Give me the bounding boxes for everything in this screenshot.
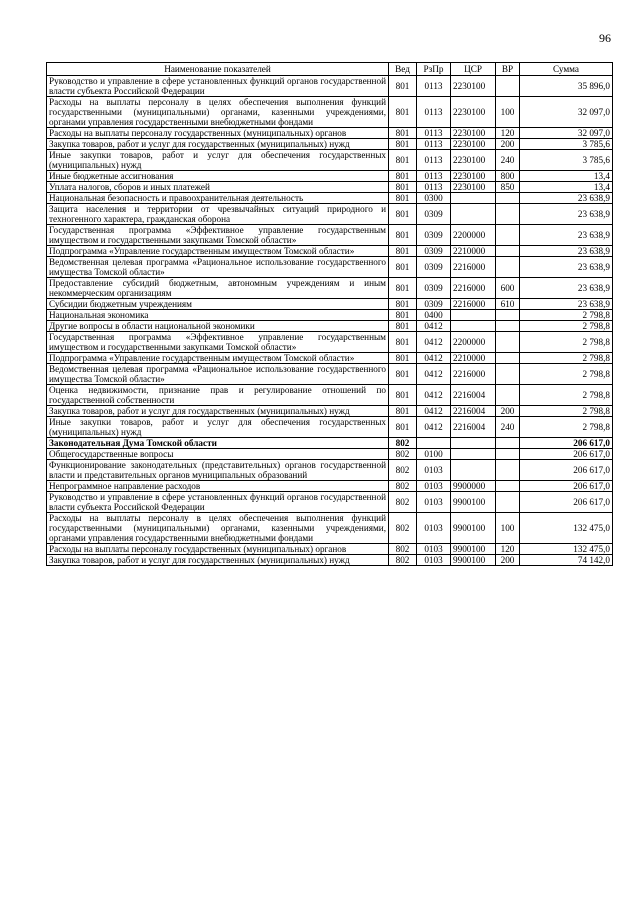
cell-csr: 9900100	[451, 492, 496, 513]
cell-ved: 802	[389, 449, 417, 460]
cell-vr: 200	[496, 555, 520, 566]
table-row	[47, 150, 613, 171]
cell-name: Уплата налогов, сборов и иных платежей	[47, 182, 389, 193]
cell-vr: 200	[496, 139, 520, 150]
cell-csr: 9900000	[451, 481, 496, 492]
cell-vr	[496, 353, 520, 364]
cell-name: Иные закупки товаров, работ и услуг для обеспечения государственных (муниципальных) нужд	[47, 417, 389, 438]
cell-rzpr: 0113	[417, 171, 451, 182]
cell-vr: 200	[496, 406, 520, 417]
cell-name: Расходы на выплаты персоналу государственных (муниципальных) органов	[47, 128, 389, 139]
cell-vr	[496, 332, 520, 353]
table-row	[47, 406, 613, 417]
cell-ved: 801	[389, 139, 417, 150]
cell-sum: 206 617,0	[520, 438, 613, 449]
cell-sum: 32 097,0	[520, 97, 613, 128]
header-vr: ВР	[496, 63, 520, 76]
cell-name: Государственная программа «Эффективное управление государственным имуществом и государственными закупками Томской области»	[47, 225, 389, 246]
cell-sum: 74 142,0	[520, 555, 613, 566]
cell-csr: 2200000	[451, 225, 496, 246]
cell-vr: 800	[496, 171, 520, 182]
cell-csr: 2210000	[451, 246, 496, 257]
cell-rzpr: 0412	[417, 321, 451, 332]
cell-ved: 801	[389, 364, 417, 385]
cell-name: Общегосударственные вопросы	[47, 449, 389, 460]
table-row	[47, 449, 613, 460]
cell-sum: 3 785,6	[520, 150, 613, 171]
table-row	[47, 182, 613, 193]
cell-name: Субсидии бюджетным учреждениям	[47, 299, 389, 310]
cell-rzpr: 0113	[417, 150, 451, 171]
cell-vr	[496, 193, 520, 204]
cell-name: Ведомственная целевая программа «Рациональное использование государственного имущества Томской области»	[47, 364, 389, 385]
cell-csr: 2230100	[451, 76, 496, 97]
cell-sum: 23 638,9	[520, 204, 613, 225]
table-row	[47, 225, 613, 246]
cell-csr: 2210000	[451, 353, 496, 364]
cell-sum: 2 798,8	[520, 406, 613, 417]
cell-name: Предоставление субсидий бюджетным, автономным учреждениям и иным некоммерческим организациям	[47, 278, 389, 299]
table-row	[47, 128, 613, 139]
cell-vr	[496, 225, 520, 246]
cell-name: Расходы на выплаты персоналу в целях обеспечения выполнения функций государственными (муниципальными) органами, казенными учреждениями, органами управления государственными внебюджетными фондами	[47, 513, 389, 544]
cell-vr: 600	[496, 278, 520, 299]
cell-vr: 850	[496, 182, 520, 193]
cell-ved: 801	[389, 299, 417, 310]
table-row	[47, 513, 613, 544]
cell-ved: 801	[389, 278, 417, 299]
cell-name: Законодательная Дума Томской области	[47, 438, 389, 449]
cell-rzpr: 0113	[417, 128, 451, 139]
cell-ved: 801	[389, 182, 417, 193]
cell-rzpr: 0103	[417, 544, 451, 555]
cell-name: Функционирование законодательных (представительных) органов государственной власти и представительных органов муниципальных образований	[47, 460, 389, 481]
cell-name: Подпрограмма «Управление государственным имуществом Томской области»	[47, 246, 389, 257]
cell-vr: 120	[496, 544, 520, 555]
cell-csr	[451, 449, 496, 460]
cell-rzpr: 0412	[417, 353, 451, 364]
cell-ved: 801	[389, 225, 417, 246]
table-row	[47, 76, 613, 97]
cell-ved: 801	[389, 150, 417, 171]
cell-rzpr: 0309	[417, 278, 451, 299]
cell-ved: 802	[389, 438, 417, 449]
cell-rzpr: 0309	[417, 246, 451, 257]
cell-rzpr: 0113	[417, 139, 451, 150]
table-row	[47, 257, 613, 278]
table-row	[47, 321, 613, 332]
table-row	[47, 353, 613, 364]
cell-ved: 801	[389, 97, 417, 128]
cell-name: Закупка товаров, работ и услуг для государственных (муниципальных) нужд	[47, 555, 389, 566]
cell-sum: 2 798,8	[520, 417, 613, 438]
header-ved: Вед	[389, 63, 417, 76]
cell-rzpr: 0309	[417, 299, 451, 310]
table-row	[47, 246, 613, 257]
header-name: Наименование показателей	[47, 63, 389, 76]
cell-sum: 32 097,0	[520, 128, 613, 139]
cell-csr: 2230100	[451, 182, 496, 193]
cell-rzpr: 0103	[417, 555, 451, 566]
table-row	[47, 310, 613, 321]
cell-sum: 132 475,0	[520, 544, 613, 555]
cell-csr: 2230100	[451, 139, 496, 150]
table-row	[47, 492, 613, 513]
cell-ved: 801	[389, 385, 417, 406]
table-row	[47, 139, 613, 150]
cell-vr	[496, 204, 520, 225]
page-number: 96	[599, 31, 611, 45]
cell-csr	[451, 193, 496, 204]
cell-ved: 802	[389, 555, 417, 566]
cell-rzpr: 0400	[417, 310, 451, 321]
cell-rzpr: 0103	[417, 492, 451, 513]
budget-table	[46, 62, 613, 566]
table-row	[47, 204, 613, 225]
cell-sum: 35 896,0	[520, 76, 613, 97]
table-row	[47, 417, 613, 438]
header-rzpr: РзПр	[417, 63, 451, 76]
cell-sum: 132 475,0	[520, 513, 613, 544]
cell-csr: 9900100	[451, 555, 496, 566]
cell-vr: 120	[496, 128, 520, 139]
cell-vr	[496, 492, 520, 513]
table-row	[47, 193, 613, 204]
cell-vr	[496, 460, 520, 481]
cell-name: Национальная экономика	[47, 310, 389, 321]
cell-ved: 801	[389, 310, 417, 321]
cell-name: Государственная программа «Эффективное управление государственным имуществом и государственными закупками Томской области»	[47, 332, 389, 353]
cell-ved: 802	[389, 481, 417, 492]
cell-name: Подпрограмма «Управление государственным имуществом Томской области»	[47, 353, 389, 364]
cell-csr: 2216000	[451, 278, 496, 299]
cell-rzpr: 0113	[417, 76, 451, 97]
cell-vr	[496, 364, 520, 385]
cell-sum: 206 617,0	[520, 460, 613, 481]
cell-vr	[496, 321, 520, 332]
cell-rzpr: 0113	[417, 182, 451, 193]
table-row	[47, 555, 613, 566]
cell-csr	[451, 460, 496, 481]
cell-rzpr: 0103	[417, 481, 451, 492]
cell-ved: 801	[389, 76, 417, 97]
cell-csr: 2230100	[451, 97, 496, 128]
cell-ved: 801	[389, 332, 417, 353]
cell-ved: 802	[389, 544, 417, 555]
cell-rzpr: 0412	[417, 364, 451, 385]
cell-sum: 2 798,8	[520, 310, 613, 321]
cell-sum: 23 638,9	[520, 225, 613, 246]
cell-rzpr: 0309	[417, 257, 451, 278]
cell-vr: 100	[496, 97, 520, 128]
cell-ved: 802	[389, 460, 417, 481]
cell-sum: 3 785,6	[520, 139, 613, 150]
cell-name: Закупка товаров, работ и услуг для государственных (муниципальных) нужд	[47, 406, 389, 417]
table-row	[47, 364, 613, 385]
cell-rzpr: 0309	[417, 204, 451, 225]
cell-sum: 2 798,8	[520, 385, 613, 406]
cell-vr: 240	[496, 150, 520, 171]
table-row	[47, 97, 613, 128]
cell-name: Ведомственная целевая программа «Рациональное использование государственного имущества Томской области»	[47, 257, 389, 278]
cell-sum: 13,4	[520, 182, 613, 193]
cell-name: Руководство и управление в сфере установленных функций органов государственной власти субъекта Российской Федерации	[47, 76, 389, 97]
cell-sum: 2 798,8	[520, 321, 613, 332]
cell-name: Защита населения и территории от чрезвычайных ситуаций природного и техногенного характера, гражданская оборона	[47, 204, 389, 225]
cell-csr	[451, 204, 496, 225]
cell-vr: 100	[496, 513, 520, 544]
cell-csr: 2216000	[451, 364, 496, 385]
cell-ved: 801	[389, 353, 417, 364]
table-row	[47, 460, 613, 481]
cell-sum: 2 798,8	[520, 353, 613, 364]
cell-name: Национальная безопасность и правоохранительная деятельность	[47, 193, 389, 204]
cell-rzpr: 0412	[417, 385, 451, 406]
cell-csr	[451, 321, 496, 332]
cell-sum: 23 638,9	[520, 299, 613, 310]
cell-vr: 610	[496, 299, 520, 310]
cell-rzpr: 0412	[417, 406, 451, 417]
cell-rzpr: 0309	[417, 225, 451, 246]
cell-vr	[496, 438, 520, 449]
cell-vr: 240	[496, 417, 520, 438]
cell-ved: 801	[389, 246, 417, 257]
cell-ved: 801	[389, 193, 417, 204]
cell-sum: 23 638,9	[520, 257, 613, 278]
cell-sum: 206 617,0	[520, 481, 613, 492]
cell-name: Непрограммное направление расходов	[47, 481, 389, 492]
cell-name: Иные закупки товаров, работ и услуг для обеспечения государственных (муниципальных) нужд	[47, 150, 389, 171]
cell-csr	[451, 438, 496, 449]
table-row	[47, 544, 613, 555]
cell-vr	[496, 449, 520, 460]
cell-sum: 23 638,9	[520, 246, 613, 257]
table-body	[47, 76, 613, 566]
table-row	[47, 299, 613, 310]
cell-vr	[496, 481, 520, 492]
cell-csr: 9900100	[451, 513, 496, 544]
cell-vr	[496, 246, 520, 257]
cell-csr: 2230100	[451, 150, 496, 171]
cell-rzpr: 0412	[417, 417, 451, 438]
cell-csr: 2216000	[451, 257, 496, 278]
cell-csr: 2230100	[451, 128, 496, 139]
header-csr: ЦСР	[451, 63, 496, 76]
cell-rzpr	[417, 438, 451, 449]
cell-csr: 2216004	[451, 385, 496, 406]
cell-csr: 2216004	[451, 417, 496, 438]
cell-ved: 802	[389, 492, 417, 513]
cell-ved: 802	[389, 513, 417, 544]
cell-csr: 2230100	[451, 171, 496, 182]
cell-sum: 206 617,0	[520, 449, 613, 460]
cell-vr	[496, 385, 520, 406]
table-row	[47, 481, 613, 492]
header-sum: Сумма	[520, 63, 613, 76]
cell-ved: 801	[389, 171, 417, 182]
table-header-row	[47, 63, 613, 76]
cell-vr	[496, 310, 520, 321]
cell-sum: 13,4	[520, 171, 613, 182]
cell-csr: 2216000	[451, 299, 496, 310]
cell-sum: 206 617,0	[520, 492, 613, 513]
cell-ved: 801	[389, 417, 417, 438]
cell-vr	[496, 76, 520, 97]
cell-vr	[496, 257, 520, 278]
cell-name: Расходы на выплаты персоналу государственных (муниципальных) органов	[47, 544, 389, 555]
cell-sum: 2 798,8	[520, 332, 613, 353]
cell-ved: 801	[389, 128, 417, 139]
table-row	[47, 171, 613, 182]
table-row	[47, 385, 613, 406]
table-row	[47, 438, 613, 449]
cell-ved: 801	[389, 406, 417, 417]
cell-csr: 2200000	[451, 332, 496, 353]
cell-sum: 23 638,9	[520, 193, 613, 204]
cell-ved: 801	[389, 257, 417, 278]
cell-sum: 23 638,9	[520, 278, 613, 299]
cell-ved: 801	[389, 204, 417, 225]
cell-rzpr: 0412	[417, 332, 451, 353]
cell-csr	[451, 310, 496, 321]
table-row	[47, 332, 613, 353]
cell-ved: 801	[389, 321, 417, 332]
cell-name: Иные бюджетные ассигнования	[47, 171, 389, 182]
cell-csr: 9900100	[451, 544, 496, 555]
cell-rzpr: 0103	[417, 460, 451, 481]
table-row	[47, 278, 613, 299]
cell-name: Расходы на выплаты персоналу в целях обеспечения выполнения функций государственными (муниципальными) органами, казенными учреждениями, органами управления государственными внебюджетными фондами	[47, 97, 389, 128]
cell-name: Руководство и управление в сфере установленных функций органов государственной власти субъекта Российской Федерации	[47, 492, 389, 513]
cell-name: Оценка недвижимости, признание прав и регулирование отношений по государственной собственности	[47, 385, 389, 406]
cell-name: Другие вопросы в области национальной экономики	[47, 321, 389, 332]
cell-name: Закупка товаров, работ и услуг для государственных (муниципальных) нужд	[47, 139, 389, 150]
cell-rzpr: 0113	[417, 97, 451, 128]
cell-rzpr: 0300	[417, 193, 451, 204]
cell-rzpr: 0103	[417, 513, 451, 544]
cell-sum: 2 798,8	[520, 364, 613, 385]
cell-csr: 2216004	[451, 406, 496, 417]
cell-rzpr: 0100	[417, 449, 451, 460]
